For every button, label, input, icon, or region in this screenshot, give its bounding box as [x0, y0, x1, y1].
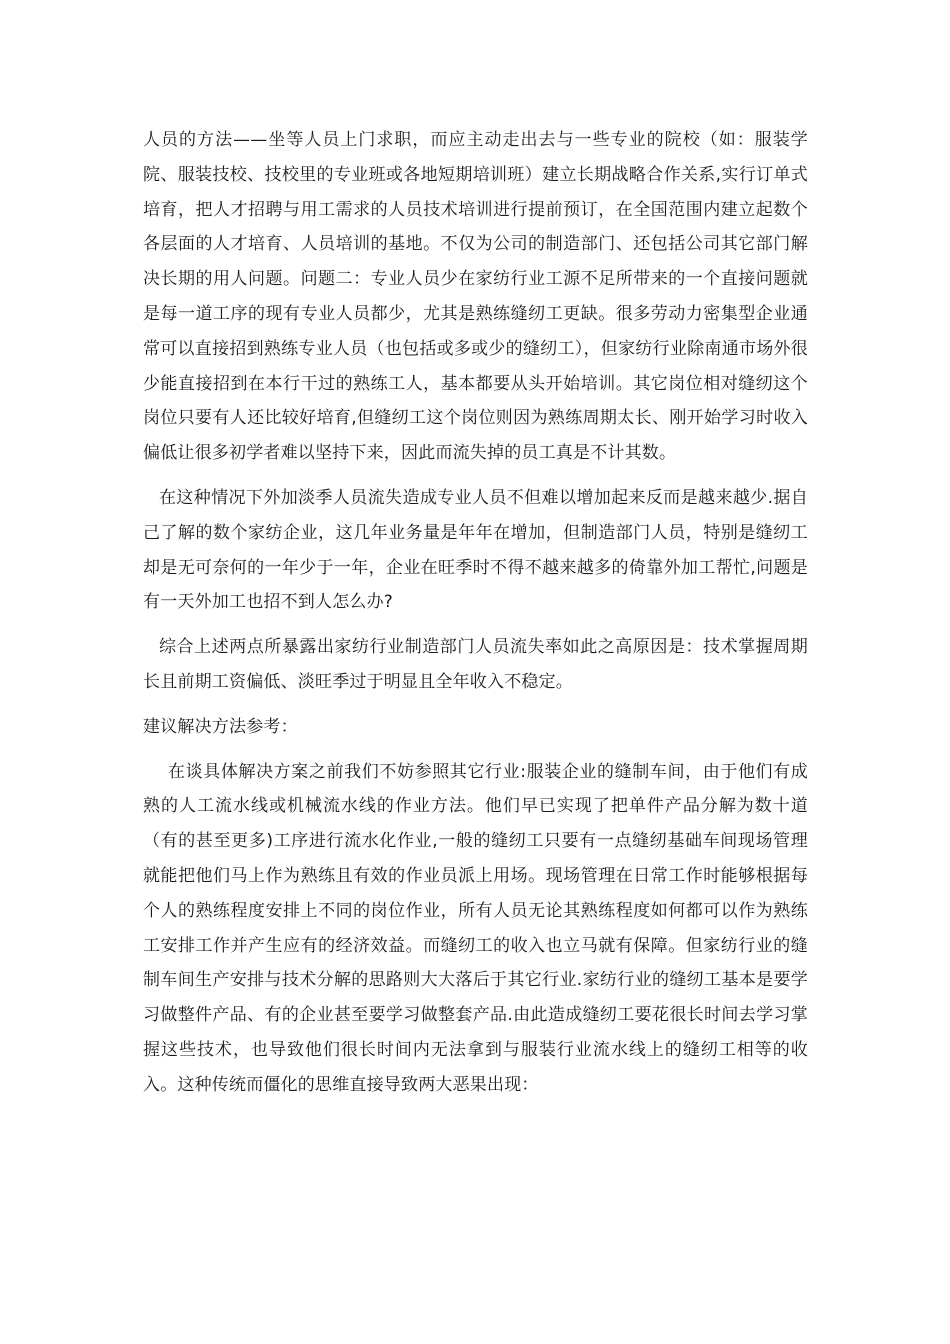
- paragraph-3: 综合上述两点所暴露出家纺行业制造部门人员流失率如此之高原因是：技术掌握周期长且前期工资偏低、淡旺季过于明显且全年收入不稳定。: [143, 637, 808, 692]
- paragraph-4: 在谈具体解决方案之前我们不妨参照其它行业:服装企业的缝制车间，由于他们有成熟的人工流水线或机械流水线的作业方法。他们早已实现了把单件产品分解为数十道（有的甚至更多)工序进行流水化作业,一般的缝纫工只要有一点缝纫基础车间现场管理就能把他们马上作为熟练且有效的作业员派上用场。现场管理在日常工作时能够根据每个人的熟练程度安排上不同的岗位作业，所有人员无论其熟练程度如何都可以作为熟练工安排工作并产生应有的经济效益。而缝纫工的收入也立马就有保障。但家纺行业的缝制车间生产安排与技术分解的思路则大大落后于其它行业.家纺行业的缝纫工基本是要学习做整件产品、有的企业甚至要学习做整套产品.由此造成缝纫工要花很长时间去学习掌握这些技术，也导致他们很长时间内无法拿到与服装行业流水线上的缝纫工相等的收入。这种传统而僵化的思维直接导致两大恶果出现：: [143, 761, 808, 1095]
- document-body: [143, 123, 808, 1103]
- paragraph-2: 在这种情况下外加淡季人员流失造成专业人员不但难以增加起来反而是越来越少.据自己了解的数个家纺企业，这几年业务量是年年在增加，但制造部门人员，特别是缝纫工却是无可奈何的一年少于一年，企业在旺季时不得不越来越多的倚靠外加工帮忙,问题是有一天外加工也招不到人怎么办?: [143, 487, 808, 613]
- section-heading: 建议解决方法参考：: [143, 716, 298, 737]
- paragraph-1: 人员的方法——坐等人员上门求职，而应主动走出去与一些专业的院校（如：服装学院、服装技校、技校里的专业班或各地短期培训班）建立长期战略合作关系,实行订单式培育，把人才招聘与用工需求的人员技术培训进行提前预订，在全国范围内建立起数个各层面的人才培育、人员培训的基地。不仅为公司的制造部门、还包括公司其它部门解决长期的用人问题。问题二：专业人员少在家纺行业工源不足所带来的一个直接问题就是每一道工序的现有专业人员都少，尤其是熟练缝纫工更缺。很多劳动力密集型企业通常可以直接招到熟练专业人员（也包括或多或少的缝纫工），但家纺行业除南通市场外很少能直接招到在本行干过的熟练工人，基本都要从头开始培训。其它岗位相对缝纫这个岗位只要有人还比较好培育,但缝纫工这个岗位则因为熟练周期太长、刚开始学习时收入偏低让很多初学者难以坚持下来，因此而流失掉的员工真是不计其数。: [143, 130, 808, 464]
